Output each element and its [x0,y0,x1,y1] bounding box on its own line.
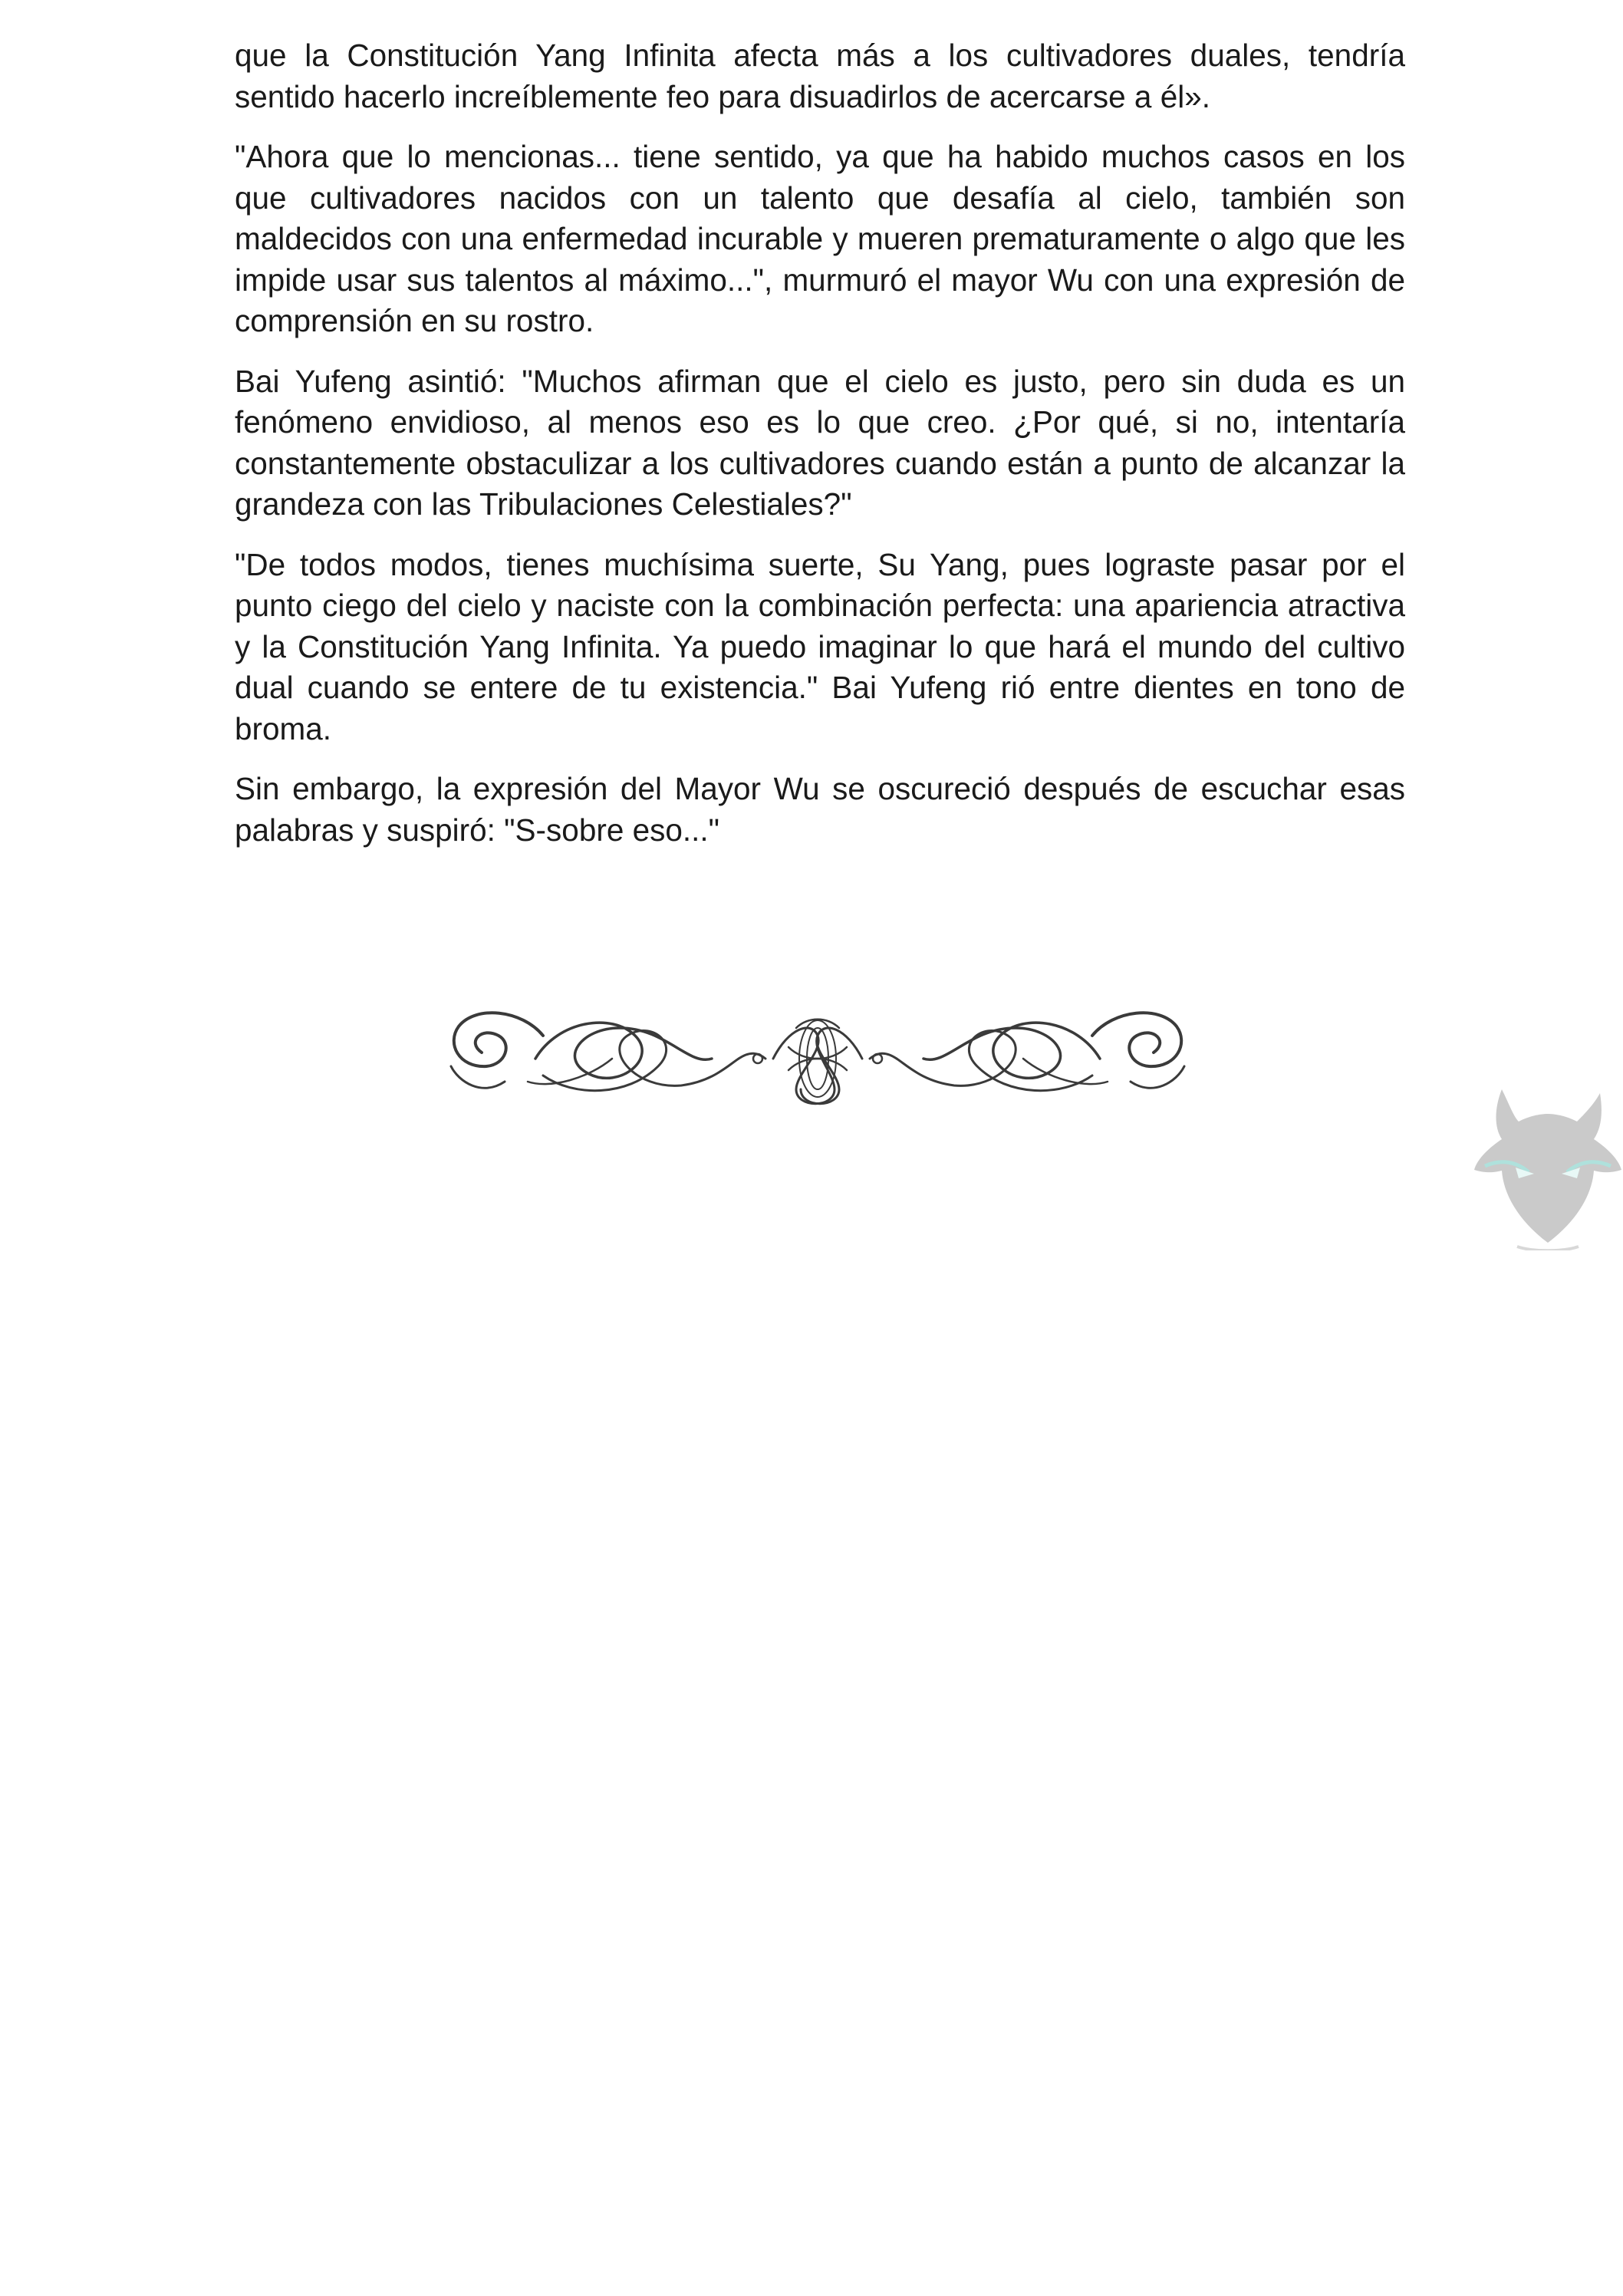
paragraph-5: Sin embargo, la expresión del Mayor Wu se oscureció después de escuchar esas palabras y suspiró: "S-sobre eso..." [235,771,1405,848]
paragraph-1: que la Constitución Yang Infinita afecta más a los cultivadores duales, tendría sentido hacerlo increíblemente feo para disuadirlos de acercarse a él». [235,38,1405,114]
body-text [235,35,1405,870]
paragraph-3: Bai Yufeng asintió: "Muchos afirman que el cielo es justo, pero sin duda es un fenómeno envidioso, al menos eso es lo que creo. ¿Por qué, si no, intentaría constantemente obstaculizar a los cultivadores cuando están a punto de alcanzar la grandeza con las Tribulaciones Celestiales?" [235,363,1405,522]
demon-head-watermark-icon [1471,1074,1623,1250]
flourish-divider-icon [436,1005,1200,1112]
paragraph-2: "Ahora que lo mencionas... tiene sentido, ya que ha habido muchos casos en los que cultivadores nacidos con un talento que desafía al cielo, también son maldecidos con una enfermedad incurable y mueren prematuramente o algo que les impide usar sus talentos al máximo...", murmuró el mayor Wu con una expresión de comprensión en su rostro. [235,139,1405,338]
paragraph-4: "De todos modos, tienes muchísima suerte, Su Yang, pues lograste pasar por el punto ciego del cielo y naciste con la combinación perfecta: una apariencia atractiva y la Constitución Yang Infinita. Ya puedo imaginar lo que hará el mundo del cultivo dual cuando se entere de tu existencia." Bai Yufeng rió entre dientes en tono de broma. [235,546,1405,746]
